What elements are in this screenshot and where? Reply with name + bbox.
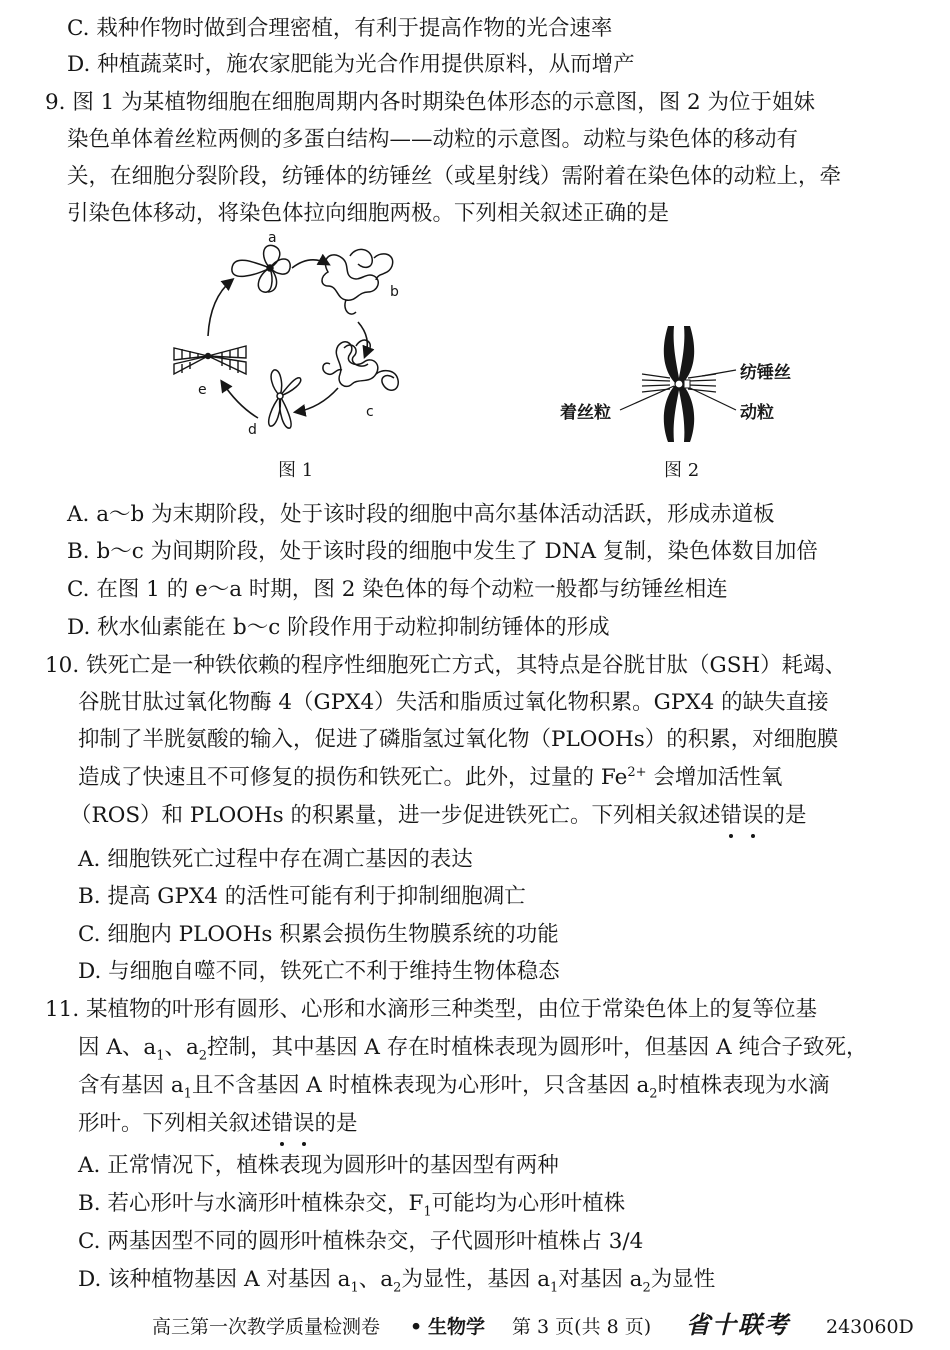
fe-charge: 2+: [627, 764, 647, 780]
figure-1-caption: 图 1: [278, 460, 314, 481]
figure-1-cell-cycle: [160, 228, 450, 448]
chromosome-stage-e: [174, 346, 246, 374]
q9-option-c: C. 在图 1 的 e～a 时期，图 2 染色体的每个动粒一般都与纺锤丝相连: [67, 577, 728, 602]
chromosome-stage-c: [323, 340, 398, 390]
q11-stem-line-4: 形叶。下列相关叙述错误的是: [78, 1109, 358, 1139]
q10-stem-line-1: 10. 铁死亡是一种铁依赖的程序性细胞死亡方式，其特点是谷胱甘肽（GSH）耗竭、: [45, 653, 847, 678]
q9-option-a: A. a～b 为末期阶段，处于该时段的细胞中高尔基体活动活跃，形成赤道板: [67, 502, 775, 527]
emphasis-char: 误: [293, 1109, 315, 1139]
arrow-c-to-d: [296, 388, 338, 412]
fig1-label-d: d: [248, 422, 257, 438]
fig2-label-centromere: 着丝粒: [560, 403, 611, 423]
arrow-a-to-b: [292, 260, 328, 268]
q8-option-d: D. 种植蔬菜时，施农家肥能为光合作用提供原料，从而增产: [67, 52, 635, 77]
q11-stem-line-2: 因 A、$a_1$、$a_2$控制，其中基因 A 存在时植株表现为圆形叶，但基因 A 纯合子致死，: [78, 1035, 868, 1064]
arrow-b-to-c: [358, 322, 367, 356]
q10-option-d: D. 与细胞自噬不同，铁死亡不利于维持生物体稳态: [78, 959, 560, 984]
emphasis-char: 错: [721, 801, 743, 831]
q9-stem-line-1: 9. 图 1 为某植物细胞在细胞周期内各时期染色体形态的示意图，图 2 为位于姐妹: [45, 90, 816, 115]
q10-option-a: A. 细胞铁死亡过程中存在凋亡基因的表达: [78, 847, 473, 872]
fig1-label-c: c: [366, 404, 374, 420]
fig1-label-a: a: [268, 230, 277, 246]
footer-subject: 生物学: [428, 1316, 486, 1338]
q9-option-d: D. 秋水仙素能在 b～c 阶段作用于动粒抑制纺锤体的形成: [67, 615, 610, 640]
q9-stem-line-3: 关，在细胞分裂阶段，纺锤体的纺锤丝（或星射线）需附着在染色体的动粒上，牵: [67, 164, 842, 189]
q11-stem-line-1: 11. 某植物的叶形有圆形、心形和水滴形三种类型，由位于常染色体上的复等位基: [45, 997, 818, 1022]
q9-stem-line-4: 引染色体移动，将染色体拉向细胞两极。下列相关叙述正确的是: [67, 201, 670, 226]
arrow-d-to-e: [222, 382, 258, 418]
footer-code: 243060D: [826, 1316, 914, 1338]
q9-stem-line-2: 染色单体着丝粒两侧的多蛋白结构——动粒的示意图。动粒与染色体的移动有: [67, 127, 799, 152]
footer-brand-logo: 省十联考: [686, 1311, 790, 1339]
q10-stem-line-4: 造成了快速且不可修复的损伤和铁死亡。此外，过量的 $Fe^{2+}$ 会增加活性氧: [78, 764, 783, 790]
footer-page-number: 第 3 页(共 8 页): [512, 1316, 652, 1338]
q11-option-b: B. 若心形叶与水滴形叶植株杂交，$F_1$可能均为心形叶植株: [78, 1191, 626, 1220]
emphasis-char: 错: [272, 1109, 294, 1139]
centromere-dot: [675, 380, 683, 388]
figure-2-kinetochore: [550, 318, 810, 450]
chromosome-stage-a: [232, 245, 290, 292]
fig1-label-b: b: [390, 284, 399, 300]
q11-stem-line-3: 含有基因 $a_1$且不含基因 A 时植株表现为心形叶，只含基因 $a_2$时植株表现为水滴: [78, 1073, 830, 1102]
arrow-e-to-a: [208, 280, 232, 336]
q10-option-c: C. 细胞内 PLOOHs 积累会损伤生物膜系统的功能: [78, 922, 559, 947]
q10-option-b: B. 提高 GPX4 的活性可能有利于抑制细胞凋亡: [78, 884, 526, 909]
kinetochore-plate: [684, 380, 690, 388]
emphasis-char: 误: [742, 801, 764, 831]
q8-option-c: C. 栽种作物时做到合理密植，有利于提高作物的光合速率: [67, 16, 613, 41]
footer-exam-title: 高三第一次教学质量检测卷: [152, 1316, 381, 1338]
footer-dot: •: [410, 1316, 423, 1338]
figure-2-caption: 图 2: [664, 460, 700, 481]
q10-stem-line-3: 抑制了半胱氨酸的输入，促进了磷脂氢过氧化物（PLOOHs）的积累，对细胞膜: [78, 727, 839, 752]
q10-stem-line-5: （ROS）和 PLOOHs 的积累量，进一步促进铁死亡。下列相关叙述错误的是: [70, 801, 807, 831]
q11-option-c: C. 两基因型不同的圆形叶植株杂交，子代圆形叶植株占 3/4: [78, 1229, 644, 1254]
q10-stem-line-2: 谷胱甘肽过氧化物酶 4（GPX4）失活和脂质过氧化物积累。GPX4 的缺失直接: [78, 690, 829, 715]
chromosome-stage-d: [269, 370, 301, 428]
q11-option-d: D. 该种植物基因 A 对基因 $a_1$、$a_2$为显性，基因 $a_1$对基因 $a_2$为显性: [78, 1267, 716, 1296]
chromosome-stage-b: [322, 249, 393, 314]
q9-option-b: B. b～c 为间期阶段，处于该时段的细胞中发生了 DNA 复制，染色体数目加倍: [67, 539, 818, 564]
spindle-pointer: [702, 370, 736, 376]
fig2-label-spindle: 纺锤丝: [740, 363, 791, 383]
page-footer: [0, 1312, 950, 1342]
fig2-label-kinetochore: 动粒: [740, 403, 774, 423]
fig1-label-e: e: [198, 382, 207, 398]
q11-option-a: A. 正常情况下，植株表现为圆形叶的基因型有两种: [78, 1153, 559, 1178]
